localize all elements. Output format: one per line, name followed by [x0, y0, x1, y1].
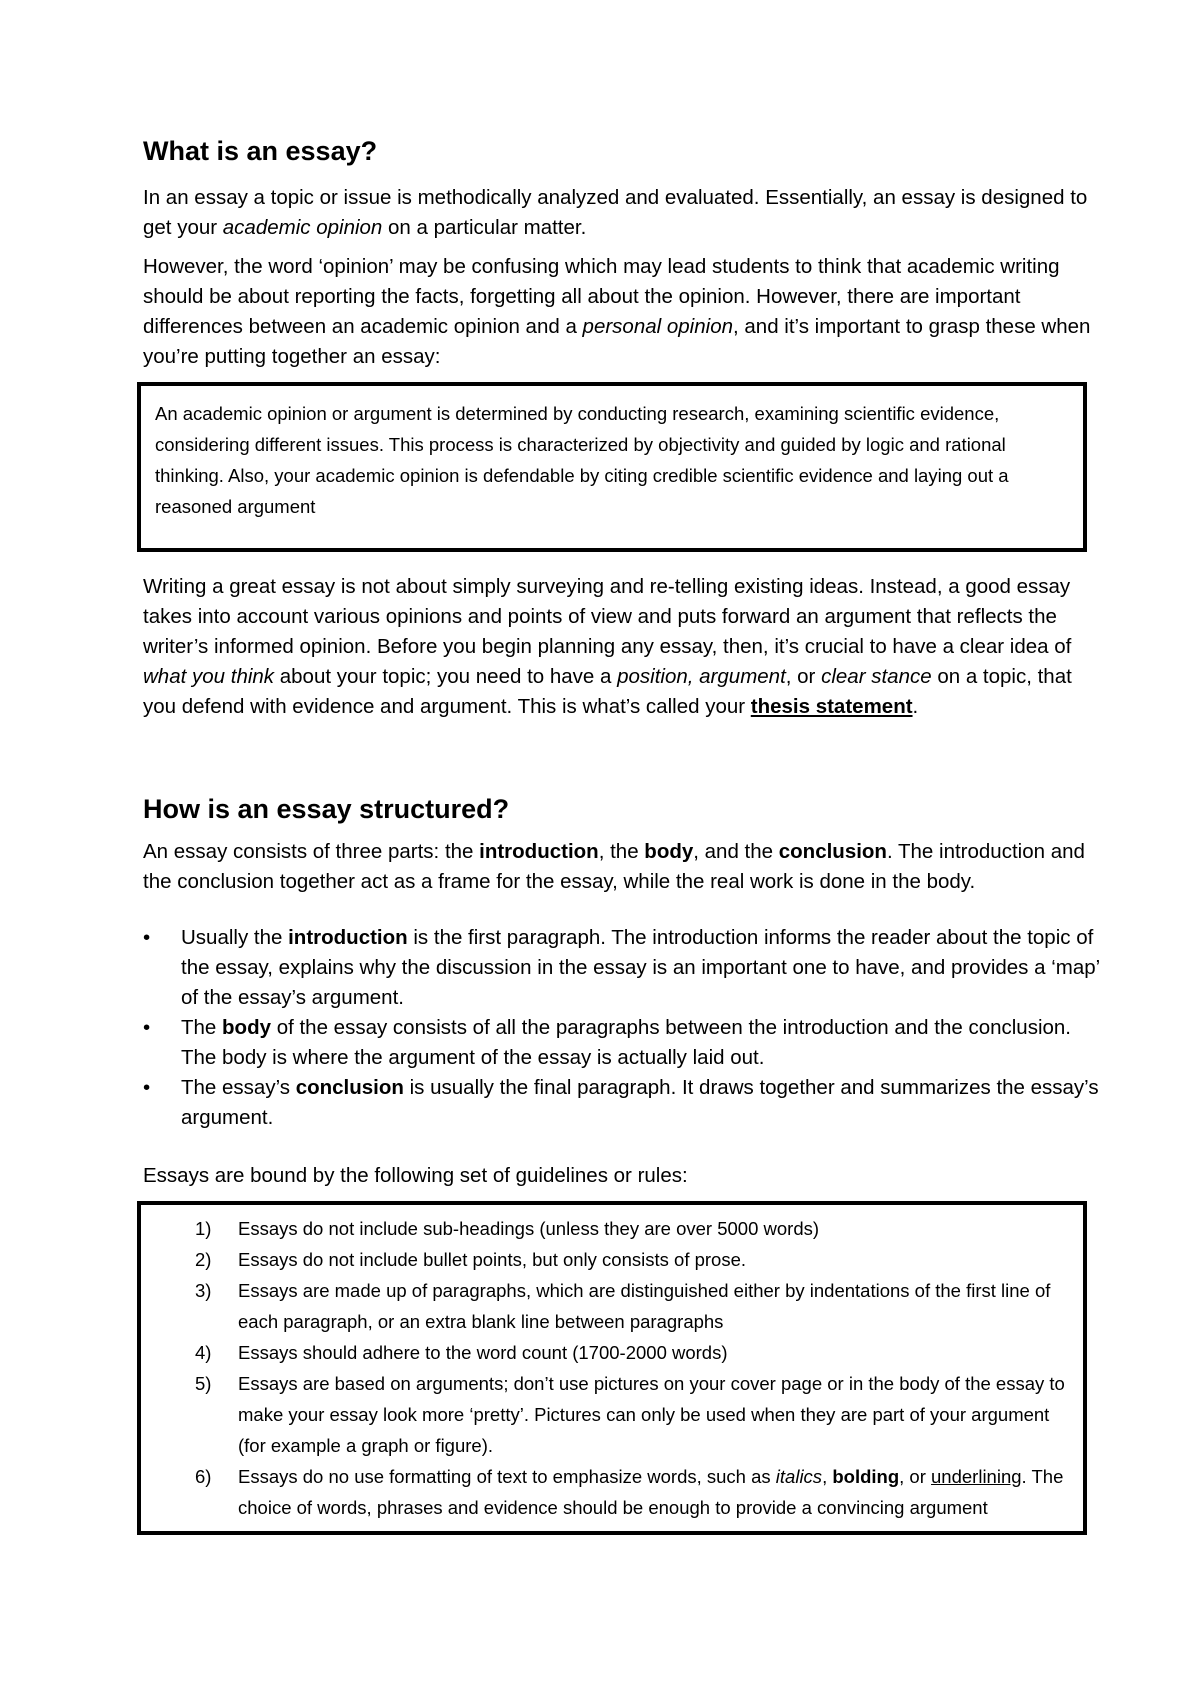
section-structure: [143, 794, 1103, 1535]
paragraph-opinion: However, the word ‘opinion’ may be confusing which may lead students to think that academic writing should be about reporting the facts, forgetting all about the opinion. However, there are important differences between an academic opinion and a personal opinion, and it’s important to grasp these when you’re putting together an essay:: [143, 255, 1091, 368]
list-item: • The essay’s conclusion is usually the final paragraph. It draws together and summarizes the essay’s argument.: [143, 1073, 1103, 1133]
list-item: • The body of the essay consists of all the paragraphs between the introduction and the conclusion. The body is where the argument of the essay is actually laid out.: [143, 1013, 1103, 1073]
academic-opinion-text: An academic opinion or argument is determined by conducting research, examining scientific evidence, considering different issues. This process is characterized by objectivity and guided by logic and rational thinking. Also, your academic opinion is defendable by citing credible scientific evidence and laying out a reasoned argument: [155, 403, 1009, 517]
section-heading-structure: How is an essay structured?: [143, 794, 510, 824]
list-item: • Usually the introduction is the first paragraph. The introduction informs the reader about the topic of the essay, explains why the discussion in the essay is an important one to have, and provides a ‘map’ of the essay’s argument.: [143, 923, 1103, 1013]
paragraph-essay-definition: In an essay a topic or issue is methodically analyzed and evaluated. Essentially, an essay is designed to get your academic opinion on a particular matter.: [143, 186, 1088, 239]
rule-item: 5) Essays are based on arguments; don’t use pictures on your cover page or in the body of the essay to make your essay look more ‘pretty’. Pictures can only be used when they are part of your argument (for example a graph or figure).: [195, 1373, 1065, 1456]
bullet-icon: •: [143, 1016, 151, 1039]
structure-bullet-list: [143, 923, 1103, 1133]
thesis-statement-term: thesis statement: [750, 695, 913, 718]
bullet-icon: •: [143, 1076, 151, 1099]
paragraph-three-parts: An essay consists of three parts: the introduction, the body, and the conclusion. The introduction and the conclusion together act as a frame for the essay, while the real work is done in the body.: [143, 840, 1085, 893]
rule-item: 1) Essays do not include sub-headings (unless they are over 5000 words): [195, 1218, 820, 1239]
paragraph-thesis: Writing a great essay is not about simply surveying and re-telling existing ideas. Instead, a good essay takes into account various opinions and points of view and puts forward an argument that reflects the writer’s informed opinion. Before you begin planning any essay, then, it’s crucial to have a clear idea of what you think about your topic; you need to have a position, argument, or clear stance on a topic, that you defend with evidence and argument. This is what’s called your thesis statement.: [143, 575, 1072, 718]
rules-box: [137, 1201, 1087, 1535]
bullet-icon: •: [143, 926, 151, 949]
section-heading-what-is-essay: What is an essay?: [143, 136, 378, 166]
rules-lead-text: Essays are bound by the following set of guidelines or rules:: [143, 1164, 688, 1187]
rule-item: 2) Essays do not include bullet points, but only consists of prose.: [195, 1249, 747, 1270]
rule-item: 3) Essays are made up of paragraphs, which are distinguished either by indentations of the first line of each paragraph, or an extra blank line between paragraphs: [195, 1280, 1051, 1332]
academic-opinion-box: [137, 382, 1087, 552]
document-page: [143, 120, 1103, 1535]
rules-list: [155, 1213, 1069, 1523]
rule-item: 4) Essays should adhere to the word count (1700-2000 words): [195, 1342, 728, 1363]
rule-item: 6) Essays do no use formatting of text to emphasize words, such as italics, bolding, or underlining. The choice of words, phrases and evidence should be enough to provide a convincing argument: [195, 1466, 1064, 1518]
